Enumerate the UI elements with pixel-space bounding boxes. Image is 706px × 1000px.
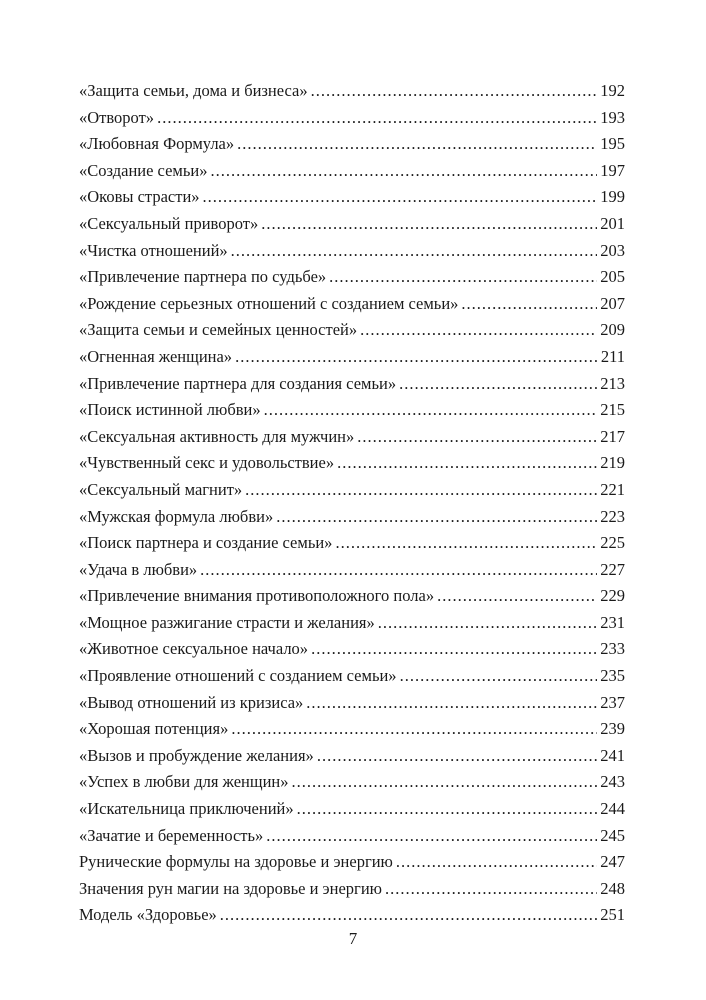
toc-entry [79,902,625,929]
toc-entry-title: Рунические формулы на здоровье и энергию [79,852,393,872]
dot-leader [396,849,597,876]
dot-leader [297,796,598,823]
toc-entry-page: 201 [600,213,625,233]
dot-leader [385,876,597,903]
toc-entry-title: «Зачатие и беременность» [79,825,264,845]
toc-entry [79,238,625,265]
toc-entry-page: 243 [600,772,625,792]
toc-entry-title: «Чувственный секс и удовольствие» [79,453,335,473]
toc-entry-page: 193 [600,107,625,127]
dot-leader [357,424,597,451]
toc-entry-page: 205 [600,267,625,287]
toc-entry [79,184,625,211]
toc-entry [79,530,625,557]
dot-leader [220,902,597,929]
toc-entry-title: «Успех в любви для женщин» [79,772,289,792]
toc-entry-title: «Искательница приключений» [79,799,294,819]
toc-entry-page: 195 [600,134,625,154]
dot-leader [360,317,597,344]
toc-entry-title: «Чистка отношений» [79,240,228,260]
toc-entry-page: 247 [600,852,625,872]
toc-entry [79,663,625,690]
toc-entry-page: 229 [600,586,625,606]
toc-entry-page: 221 [600,479,625,499]
toc-entry-title: «Защита семьи, дома и бизнеса» [79,81,308,100]
toc-entry [79,583,625,610]
toc-entry [79,291,625,318]
toc-entry-page: 192 [600,81,625,100]
toc-entry-page: 219 [600,453,625,473]
toc-entry-title: «Проявление отношений с созданием семьи» [79,666,397,686]
toc-entry-title: «Поиск партнера и создание семьи» [79,533,333,553]
toc-entry-title: «Привлечение партнера для создания семьи» [79,373,397,393]
toc-entry-title: «Сексуальный приворот» [79,213,259,233]
toc-entry-title: «Оковы страсти» [79,187,200,207]
toc-entry [79,371,625,398]
toc-entry-title: «Мужская формула любви» [79,506,274,526]
dot-leader [329,264,597,291]
toc-entry-page: 245 [600,825,625,845]
dot-leader [461,291,597,318]
dot-leader [200,557,597,584]
toc-entry [79,344,625,371]
dot-leader [210,158,597,185]
toc-entry-page: 244 [600,799,625,819]
dot-leader [266,823,597,850]
table-of-contents [79,78,625,929]
dot-leader [437,583,597,610]
toc-entry-title: «Вызов и пробуждение желания» [79,745,314,765]
toc-entry-page: 211 [600,346,625,366]
dot-leader [306,690,597,717]
toc-entry-title: «Сексуальная активность для мужчин» [79,426,355,446]
toc-entry-title: «Рождение серьезных отношений с созданием семьи» [79,293,459,313]
toc-entry-title: «Животное сексуальное начало» [79,639,309,659]
toc-entry [79,397,625,424]
toc-entry-page: 235 [600,666,625,686]
toc-entry-title: Модель «Здоровье» [79,905,217,925]
toc-entry-title: «Привлечение партнера по судьбе» [79,267,327,287]
dot-leader [235,344,598,371]
dot-leader [335,530,597,557]
toc-entry-title: Значения рун магии на здоровье и энергию [79,878,382,898]
toc-entry [79,796,625,823]
dot-leader [378,610,598,637]
toc-entry-page: 251 [600,905,625,925]
dot-leader [276,504,597,531]
toc-entry-page: 241 [600,745,625,765]
toc-entry [79,78,625,105]
toc-entry-page: 213 [600,373,625,393]
toc-entry-page: 197 [600,160,625,180]
toc-entry [79,769,625,796]
toc-entry-title: «Привлечение внимания противоположного пола» [79,586,435,606]
toc-entry [79,636,625,663]
toc-entry-page: 225 [600,533,625,553]
dot-leader [337,450,597,477]
toc-entry [79,158,625,185]
toc-entry-page: 233 [600,639,625,659]
page-number: 7 [348,929,358,948]
toc-entry-title: «Защита семьи и семейных ценностей» [79,320,358,340]
toc-entry-title: «Огненная женщина» [79,346,233,366]
dot-leader [231,716,597,743]
toc-entry [79,557,625,584]
toc-entry-title: «Сексуальный магнит» [79,479,243,499]
toc-entry [79,504,625,531]
dot-leader [157,105,597,132]
toc-entry [79,743,625,770]
toc-entry-page: 209 [600,320,625,340]
toc-entry [79,876,625,903]
toc-entry [79,690,625,717]
toc-entry [79,211,625,238]
toc-entry-title: «Создание семьи» [79,160,208,180]
toc-entry-page: 223 [600,506,625,526]
toc-entry [79,450,625,477]
toc-entry-title: «Хорошая потенция» [79,719,229,739]
dot-leader [245,477,597,504]
dot-leader [261,211,597,238]
toc-entry-title: «Мощное разжигание страсти и желания» [79,612,375,632]
toc-entry-page: 203 [600,240,625,260]
dot-leader [203,184,598,211]
toc-entry-title: «Поиск истинной любви» [79,400,261,420]
dot-leader [264,397,598,424]
toc-entry [79,317,625,344]
toc-entry-title: «Вывод отношений из кризиса» [79,692,304,712]
toc-entry-page: 248 [600,878,625,898]
dot-leader [400,663,598,690]
toc-entry-page: 217 [600,426,625,446]
toc-entry-page: 207 [600,293,625,313]
toc-entry-title: «Любовная Формула» [79,134,235,154]
dot-leader [237,131,597,158]
toc-entry [79,105,625,132]
toc-entry [79,610,625,637]
toc-entry-page: 227 [600,559,625,579]
toc-entry [79,131,625,158]
toc-entry-page: 239 [600,719,625,739]
toc-entry [79,477,625,504]
toc-entry-title: «Удача в любви» [79,559,198,579]
toc-entry [79,264,625,291]
dot-leader [317,743,597,770]
toc-entry-page: 215 [600,400,625,420]
toc-entry [79,823,625,850]
toc-entry-title: «Отворот» [79,107,155,127]
dot-leader [399,371,597,398]
dot-leader [292,769,598,796]
toc-entry [79,716,625,743]
toc-entry [79,424,625,451]
toc-entry-page: 237 [600,692,625,712]
toc-entry [79,849,625,876]
dot-leader [311,636,597,663]
dot-leader [311,78,598,105]
toc-entry-page: 199 [600,187,625,207]
dot-leader [231,238,598,265]
toc-entry-page: 231 [600,612,625,632]
